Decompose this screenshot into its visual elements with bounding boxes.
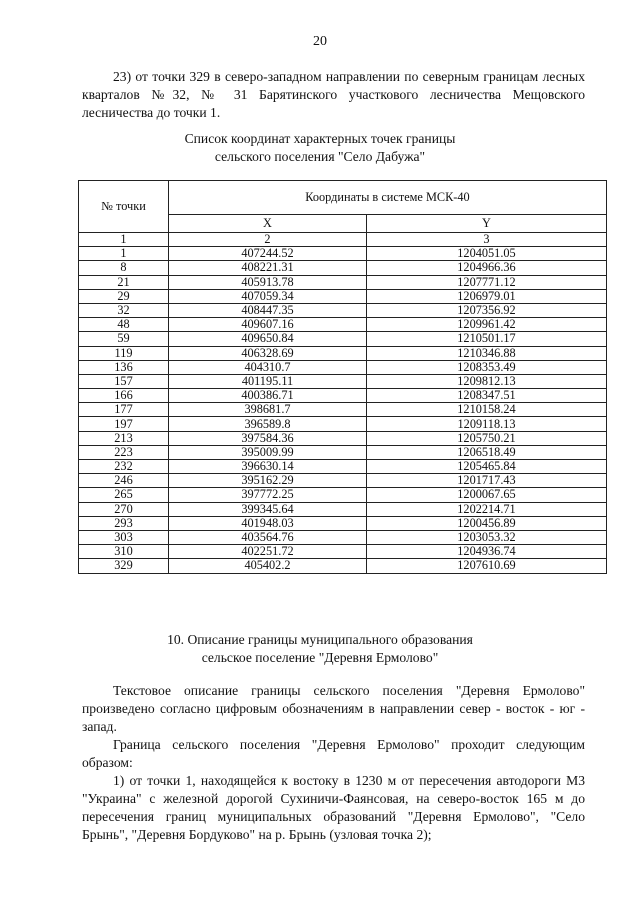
point-number-cell: 32 [79,303,169,317]
point-number-cell: 246 [79,474,169,488]
table-row [79,516,607,530]
x-coordinate-cell: 395162.29 [169,474,367,488]
y-coordinate-cell: 1204966.36 [367,261,607,275]
point-number-cell: 310 [79,545,169,559]
table-row [79,261,607,275]
point-number-cell: 293 [79,516,169,530]
table-row [79,332,607,346]
point-number-cell: 8 [79,261,169,275]
y-coordinate-cell: 1208353.49 [367,360,607,374]
point-number-cell: 136 [79,360,169,374]
point-number-cell: 21 [79,275,169,289]
point-number-cell: 1 [79,247,169,261]
x-coordinate-cell: 401948.03 [169,516,367,530]
x-coordinate-cell: 407059.34 [169,289,367,303]
table-row [79,488,607,502]
point-number-cell: 157 [79,374,169,388]
table-row [79,431,607,445]
y-coordinate-cell: 1204051.05 [367,247,607,261]
numbering-cell: 1 [79,233,169,247]
y-coordinate-cell: 1207356.92 [367,303,607,317]
table-caption-line1: Список координат характерных точек границы [184,131,456,146]
y-coordinate-cell: 1204936.74 [367,545,607,559]
point-number-cell: 119 [79,346,169,360]
section-heading [0,631,640,667]
header-point-number: № точки [79,181,169,233]
x-coordinate-cell: 395009.99 [169,445,367,459]
y-coordinate-cell: 1205465.84 [367,460,607,474]
point-number-cell: 59 [79,332,169,346]
table-row [79,318,607,332]
paragraph-3: 1) от точки 1, находящейся к востоку в 1230 м от пересечения автодороги М3 "Украина" с железной дорогой Сухиничи-Фаянсовая, на северо-восток 165 м до пересечения границ муниципальных образований "Деревня Ермолово", "Село Брынь", "Деревня Бордуково" на р. Брынь (узловая точка 2); [82,773,585,842]
x-coordinate-cell: 401195.11 [169,374,367,388]
x-coordinate-cell: 399345.64 [169,502,367,516]
y-coordinate-cell: 1206518.49 [367,445,607,459]
y-coordinate-cell: 1206979.01 [367,289,607,303]
header-y: Y [367,215,607,233]
y-coordinate-cell: 1210158.24 [367,403,607,417]
page-number: 20 [313,34,327,49]
x-coordinate-cell: 396630.14 [169,460,367,474]
point-number-cell: 48 [79,318,169,332]
point-number-cell: 232 [79,460,169,474]
point-number-cell: 197 [79,417,169,431]
table-row [79,360,607,374]
y-coordinate-cell: 1210501.17 [367,332,607,346]
header-coordinates: Координаты в системе МСК-40 [169,181,607,215]
section-heading-line2: сельское поселение "Деревня Ермолово" [201,650,439,665]
x-coordinate-cell: 397584.36 [169,431,367,445]
x-coordinate-cell: 403564.76 [169,530,367,544]
y-coordinate-cell: 1205750.21 [367,431,607,445]
table-row [79,374,607,388]
y-coordinate-cell: 1201717.43 [367,474,607,488]
y-coordinate-cell: 1208347.51 [367,389,607,403]
x-coordinate-cell: 408447.35 [169,303,367,317]
point-number-cell: 213 [79,431,169,445]
point-number-cell: 223 [79,445,169,459]
table-row [79,559,607,573]
point-number-cell: 329 [79,559,169,573]
header-x: X [169,215,367,233]
intro-paragraph: 23) от точки 329 в северо-западном направлении по северным границам лесных кварталов №32, № 31 Барятинского участкового лесничества Мещовского лесничества до точки 1. [82,69,585,120]
x-coordinate-cell: 400386.71 [169,389,367,403]
x-coordinate-cell: 396589.8 [169,417,367,431]
table-caption-line2: сельского поселения "Село Дабужа" [214,149,426,164]
y-coordinate-cell: 1200067.65 [367,488,607,502]
x-coordinate-cell: 405402.2 [169,559,367,573]
point-number-cell: 166 [79,389,169,403]
y-coordinate-cell: 1209812.13 [367,374,607,388]
x-coordinate-cell: 397772.25 [169,488,367,502]
y-coordinate-cell: 1210346.88 [367,346,607,360]
coordinates-table [78,180,607,574]
table-row [79,530,607,544]
numbering-cell: 3 [367,233,607,247]
x-coordinate-cell: 409607.16 [169,318,367,332]
table-row [79,275,607,289]
numbering-cell: 2 [169,233,367,247]
table-row [79,502,607,516]
x-coordinate-cell: 398681.7 [169,403,367,417]
table-row [79,445,607,459]
y-coordinate-cell: 1207610.69 [367,559,607,573]
point-number-cell: 265 [79,488,169,502]
coordinates-table-body [79,247,607,573]
table-row [79,289,607,303]
table-row [79,389,607,403]
section-heading-line1: 10. Описание границы муниципального образования [167,632,473,647]
x-coordinate-cell: 406328.69 [169,346,367,360]
point-number-cell: 29 [79,289,169,303]
table-row [79,545,607,559]
point-number-cell: 177 [79,403,169,417]
x-coordinate-cell: 404310.7 [169,360,367,374]
y-coordinate-cell: 1207771.12 [367,275,607,289]
y-coordinate-cell: 1209961.42 [367,318,607,332]
point-number-cell: 270 [79,502,169,516]
table-caption [0,130,640,166]
point-number-cell: 303 [79,530,169,544]
table-row [79,460,607,474]
table-row [79,403,607,417]
x-coordinate-cell: 402251.72 [169,545,367,559]
table-row [79,474,607,488]
x-coordinate-cell: 409650.84 [169,332,367,346]
table-row [79,417,607,431]
y-coordinate-cell: 1209118.13 [367,417,607,431]
y-coordinate-cell: 1202214.71 [367,502,607,516]
x-coordinate-cell: 407244.52 [169,247,367,261]
x-coordinate-cell: 405913.78 [169,275,367,289]
y-coordinate-cell: 1203053.32 [367,530,607,544]
paragraph-1: Текстовое описание границы сельского поселения "Деревня Ермолово" произведено согласно цифровым обозначениям в направлении север - восток - юг - запад. [82,683,585,734]
table-row [79,346,607,360]
table-row [79,303,607,317]
table-row [79,247,607,261]
paragraph-2: Граница сельского поселения "Деревня Ермолово" проходит следующим образом: [82,737,585,770]
y-coordinate-cell: 1200456.89 [367,516,607,530]
x-coordinate-cell: 408221.31 [169,261,367,275]
